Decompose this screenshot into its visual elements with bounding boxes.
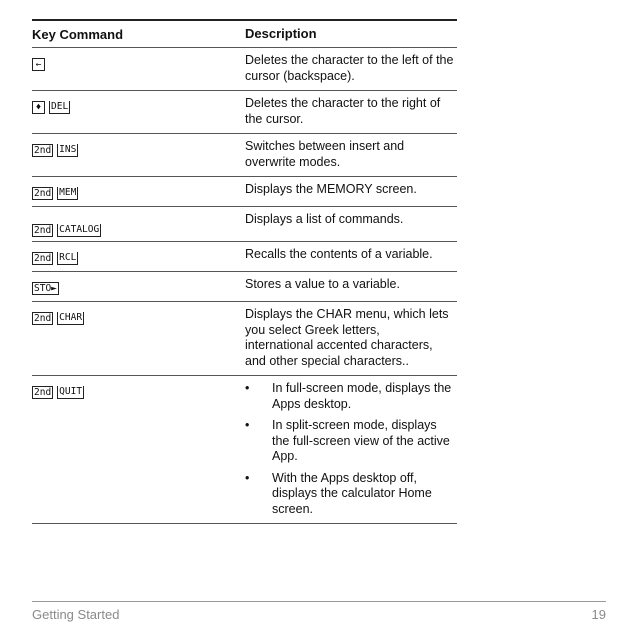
list-item: • In full-screen mode, displays the Apps desktop. xyxy=(245,381,452,411)
row-description: Switches between insert and overwrite modes. xyxy=(245,139,405,169)
header-key-command: Key Command xyxy=(32,26,124,42)
table-row xyxy=(32,302,457,375)
diamond-key-icon: ♦ xyxy=(32,101,45,114)
bullet-icon: • xyxy=(245,470,250,485)
char-key-icon: CHAR xyxy=(59,312,83,323)
second-key-icon: 2nd xyxy=(34,252,52,264)
rcl-key-icon: RCL xyxy=(59,252,77,263)
catalog-key-icon: CATALOG xyxy=(59,224,100,235)
key-command-table xyxy=(32,19,457,524)
second-key-icon: 2nd xyxy=(34,386,52,398)
table-row xyxy=(32,177,457,206)
second-key-icon: 2nd xyxy=(34,144,52,156)
bullet-icon: • xyxy=(245,381,250,395)
table-row xyxy=(32,272,457,301)
footer-rule xyxy=(32,601,606,602)
page-number: 19 xyxy=(591,607,606,622)
ins-key-icon: INS xyxy=(59,144,77,155)
quit-key-icon: QUIT xyxy=(59,386,83,397)
row-description: Deletes the character to the right of the cursor. xyxy=(245,96,441,126)
row-description: Displays the CHAR menu, which lets you select Greek letters, international accented characters, and other special characters.. xyxy=(245,307,449,368)
row-description: Recalls the contents of a variable. xyxy=(245,247,433,261)
table-bottom-rule xyxy=(32,523,457,524)
table-row xyxy=(32,91,457,133)
quit-bullet-list xyxy=(245,381,457,517)
bullet-icon: • xyxy=(245,418,250,432)
table-row xyxy=(32,242,457,271)
del-key-icon: DEL xyxy=(51,101,69,112)
footer-section-title: Getting Started xyxy=(32,607,120,622)
sto-key-icon: STO► xyxy=(34,282,57,294)
row-description: Displays a list of commands. xyxy=(245,212,404,226)
list-item: • With the Apps desktop off, displays the calculator Home screen. xyxy=(245,470,432,516)
backspace-key-icon: ← xyxy=(32,58,45,71)
header-description: Description xyxy=(245,26,317,42)
table-row xyxy=(32,207,457,241)
table-row xyxy=(32,48,457,90)
second-key-icon: 2nd xyxy=(34,312,52,324)
second-key-icon: 2nd xyxy=(34,224,52,236)
row-description: Deletes the character to the left of the cursor (backspace). xyxy=(245,53,454,83)
list-item: • In split-screen mode, displays the full-screen view of the active App. xyxy=(245,418,450,463)
table-row xyxy=(32,376,457,523)
mem-key-icon: MEM xyxy=(59,187,77,198)
row-description: Stores a value to a variable. xyxy=(245,277,400,291)
second-key-icon: 2nd xyxy=(34,187,52,199)
table-header xyxy=(32,21,457,47)
row-description: Displays the MEMORY screen. xyxy=(245,182,417,196)
table-row xyxy=(32,134,457,176)
